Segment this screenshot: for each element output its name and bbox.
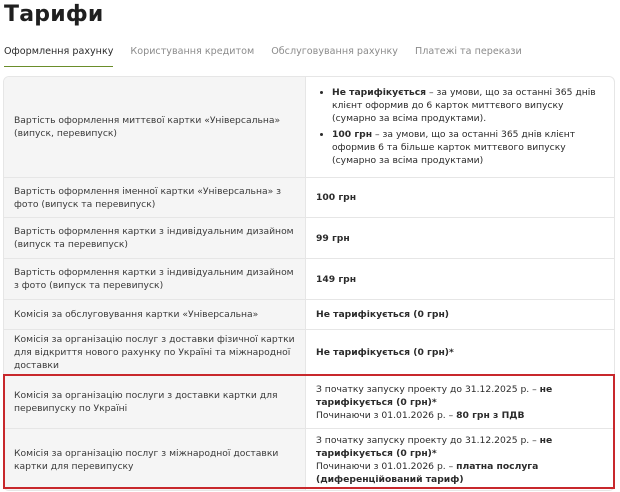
table-row	[4, 77, 614, 177]
tariff-name: Комісія за організацію послуги з доставки картки для перевипуску по Україні	[4, 376, 306, 428]
table-row	[4, 299, 614, 329]
bullet-text: – за умови, що за останні 365 днів клієнт оформив 6 та більше карток миттєвого випуску (сумарно за всіма продуктами)	[332, 128, 576, 166]
tariff-bullets	[316, 85, 600, 170]
tab-payments-transfers[interactable]: Платежі та перекази	[414, 46, 522, 57]
table-row	[4, 217, 614, 258]
tariff-value	[306, 429, 614, 490]
period-text: З початку запуску проекту до 31.12.2025 р. –	[316, 434, 540, 446]
tariff-name: Комісія за організацію послуг з міжнародної доставки картки для перевипуску	[4, 429, 306, 490]
period-tariff: платна послуга (диференційований тариф)	[316, 460, 539, 485]
bullet-bold: Не тарифікується	[332, 86, 427, 98]
period-line	[316, 434, 600, 460]
tariff-value: 99 грн	[316, 232, 350, 244]
table-row	[4, 258, 614, 299]
table-row	[4, 428, 614, 490]
list-item	[332, 128, 600, 167]
bullet-text: – за умови, що за останні 365 днів клієнт оформив до 6 карток миттєвого випуску (сумарно за всіма продуктами).	[332, 86, 596, 124]
period-text: З початку запуску проекту до 31.12.2025 р. –	[316, 383, 540, 395]
tariff-value	[306, 77, 614, 177]
tariff-value	[306, 376, 614, 428]
tariffs-table	[3, 76, 615, 491]
tariff-name: Комісія за організацію послуг з доставки фізичної картки для відкриття нового рахунку по Україні та міжнародної доставки	[4, 330, 306, 375]
period-text: Починаючи з 01.01.2026 р. –	[316, 460, 457, 472]
period-line	[316, 409, 600, 422]
tab-account-opening[interactable]: Оформлення рахунку	[4, 46, 113, 67]
tariff-value: Не тарифікується (0 грн)*	[316, 347, 454, 358]
tariff-value: Не тарифікується (0 грн)	[316, 309, 449, 320]
period-line	[316, 460, 600, 486]
tariff-name: Вартість оформлення картки з індивідуальним дизайном (випуск та перевипуск)	[4, 218, 306, 258]
page-title: Тарифи	[4, 2, 104, 27]
period-text: Починаючи з 01.01.2026 р. –	[316, 409, 457, 421]
tariff-value: 149 грн	[316, 273, 357, 285]
tab-account-service[interactable]: Обслуговування рахунку	[271, 46, 398, 57]
period-tariff: 80 грн з ПДВ	[456, 409, 525, 421]
tab-bar	[4, 46, 616, 72]
tariff-name: Вартість оформлення іменної картки «Універсальна» з фото (випуск та перевипуск)	[4, 178, 306, 217]
table-row	[4, 329, 614, 375]
bullet-bold: 100 грн	[332, 128, 373, 140]
tariff-name: Комісія за обслуговування картки «Універсальна»	[4, 300, 306, 329]
table-row	[4, 375, 614, 428]
tab-credit-usage[interactable]: Користування кредитом	[130, 46, 255, 57]
tariff-value: 100 грн	[316, 192, 357, 203]
period-line	[316, 383, 600, 409]
tariff-name: Вартість оформлення миттєвої картки «Універсальна» (випуск, перевипуск)	[4, 77, 306, 177]
list-item	[332, 86, 600, 125]
tariff-name: Вартість оформлення картки з індивідуальним дизайном з фото (випуск та перевипуск)	[4, 259, 306, 299]
table-row	[4, 177, 614, 217]
period-tariff: не тарифікується (0 грн)*	[316, 434, 553, 459]
period-tariff: не тарифікується (0 грн)*	[316, 383, 553, 408]
